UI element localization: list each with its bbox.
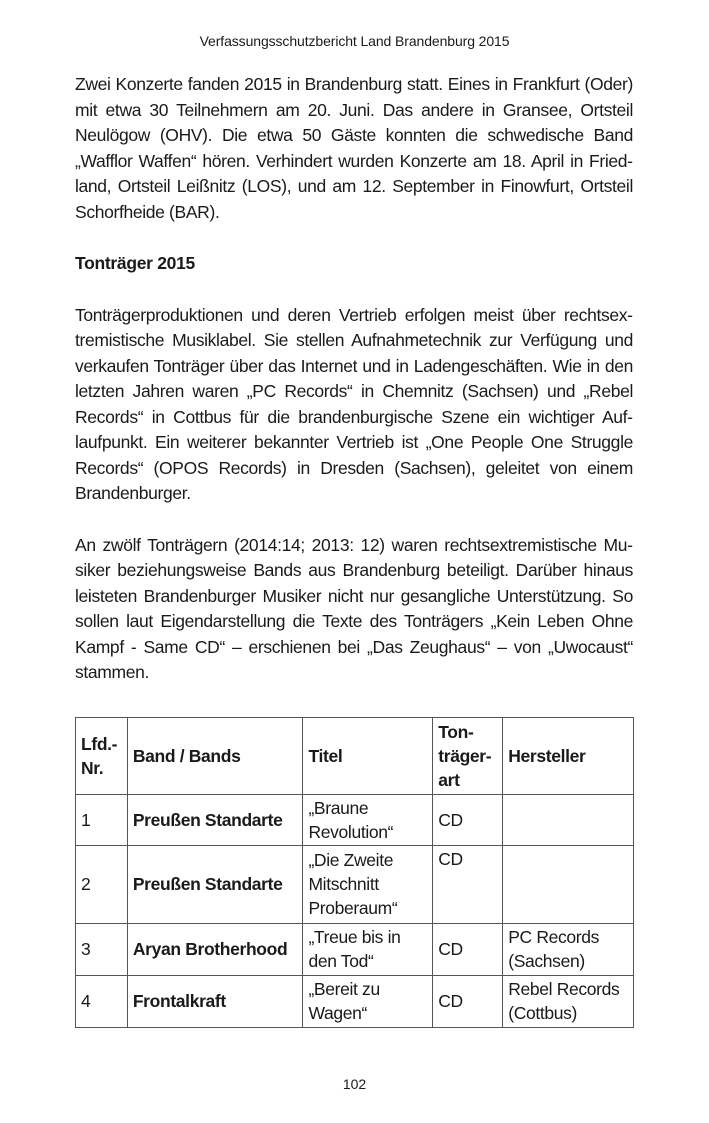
table-row xyxy=(76,845,634,923)
paragraph-musicians: An zwölf Tonträgern (2014:14; 2013: 12) waren rechtsextremistische Musiker beziehungsweise Bands aus Brandenburg beteiligt. Darüber hinaus leisteten Brandenburger Musiker nicht nur gesangliche Unterstützung. So sollen laut Eigendarstellung die Texte des Tonträgers „Kein Leben Ohne Kampf - Same CD“ – erschienen bei „Das Zeughaus“ – von „Uwocaust“ stammen. xyxy=(75,534,633,682)
running-header: Verfassungsschutzbericht Land Brandenburg 2015 xyxy=(199,33,510,49)
cell-art: CD xyxy=(433,794,503,845)
cell-band: Preußen Standarte xyxy=(127,845,303,923)
col-header-band: Band / Bands xyxy=(127,717,303,794)
cell-titel: „Bereit zu Wagen“ xyxy=(303,975,433,1027)
cell-band: Preußen Standarte xyxy=(127,794,303,845)
cell-nr: 4 xyxy=(76,975,128,1027)
cell-art: CD xyxy=(433,975,503,1027)
cell-art: CD xyxy=(433,845,503,923)
cell-art: CD xyxy=(433,923,503,975)
cell-hersteller xyxy=(503,845,634,923)
section-heading: Tonträger 2015 xyxy=(75,253,195,273)
col-header-hersteller: Hersteller xyxy=(503,717,634,794)
table-header-row xyxy=(76,717,634,794)
paragraph-concerts: Zwei Konzerte fanden 2015 in Brandenburg statt. Eines in Frankfurt (Oder) mit etwa 30 Teilnehmern am 20. Juni. Das andere in Gransee, Ortsteil Neulögow (OHV). Die etwa 50 Gäste konnten die schwedische Band „Wafflor Waffen“ hören. Verhindert wurden Konzerte am 18. April in Friedland, Ortsteil Leißnitz (LOS), und am 12. September in Finowfurt, Ortsteil Schorfheide (BAR). xyxy=(75,74,633,222)
cell-nr: 1 xyxy=(76,794,128,845)
cell-band: Aryan Brotherhood xyxy=(127,923,303,975)
recordings-table xyxy=(75,717,634,1028)
table-row xyxy=(76,794,634,845)
col-header-nr: Lfd.-Nr. xyxy=(76,717,128,794)
table-row xyxy=(76,975,634,1027)
cell-nr: 3 xyxy=(76,923,128,975)
cell-titel: „Die Zweite Mitschnitt Proberaum“ xyxy=(303,845,433,923)
cell-band: Frontalkraft xyxy=(127,975,303,1027)
cell-titel: „Braune Revolution“ xyxy=(303,794,433,845)
cell-nr: 2 xyxy=(76,845,128,923)
table-row xyxy=(76,923,634,975)
cell-titel: „Treue bis in den Tod“ xyxy=(303,923,433,975)
page-number: 102 xyxy=(342,1076,367,1092)
cell-hersteller: PC Records (Sachsen) xyxy=(503,923,634,975)
page-content xyxy=(75,72,633,1028)
paragraph-production: Tonträgerproduktionen und deren Vertrieb erfolgen meist über rechtsextremistische Musiklabel. Sie stellen Aufnahmetechnik zur Verfügung und verkaufen Tonträger über das Internet und in Ladengeschäften. Wie in den letzten Jahren waren „PC Records“ in Chemnitz (Sachsen) und „Rebel Records“ in Cottbus für die brandenburgische Szene ein wichtiger Auflaufpunkt. Ein weiterer bekannter Vertrieb ist „One People One Struggle Records“ (OPOS Records) in Dresden (Sachsen), geleitet von einem Brandenburger. xyxy=(75,304,633,503)
col-header-art: Tonträgerart xyxy=(433,717,503,794)
cell-hersteller xyxy=(503,794,634,845)
cell-hersteller: Rebel Records (Cottbus) xyxy=(503,975,634,1027)
col-header-titel: Titel xyxy=(303,717,433,794)
